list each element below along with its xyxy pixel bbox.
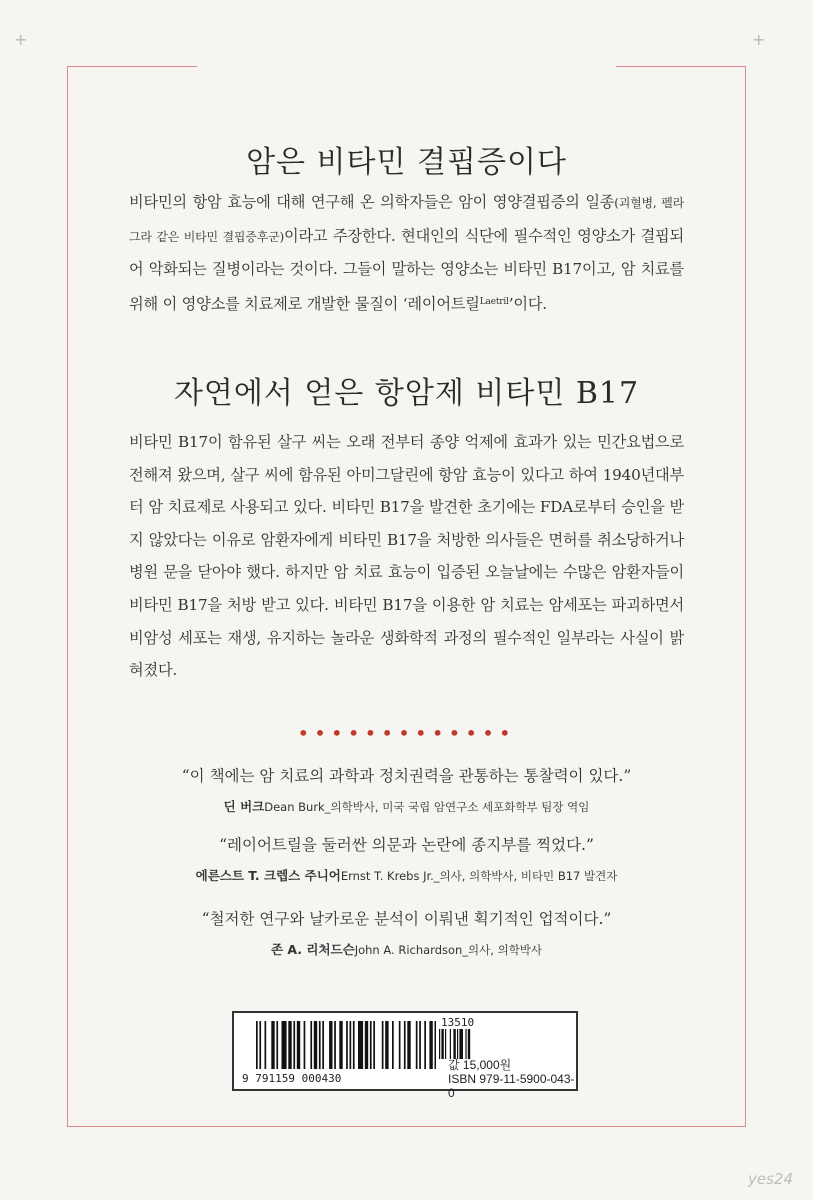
barcode-bar	[459, 1029, 463, 1059]
endorser-name-3: 존 A. 리처드슨	[270, 942, 355, 957]
barcode-bar	[445, 1029, 446, 1059]
endorsement-attribution-1	[0, 797, 813, 815]
corner-mark-top-left: +	[14, 30, 28, 49]
section-title-vitamin-deficiency: 암은 비타민 결핍증이다	[246, 145, 567, 180]
barcode-bar	[346, 1021, 348, 1069]
barcode-bar	[358, 1021, 363, 1069]
endorsement-quote-1: “이 책에는 암 치료의 과학과 정치권력을 관통하는 통찰력이 있다.”	[181, 767, 632, 785]
barcode-bar	[293, 1021, 295, 1069]
barcode-bar	[407, 1021, 410, 1069]
barcode-addon-digits: 13510	[441, 1016, 475, 1029]
barcode-bar	[419, 1021, 421, 1069]
barcode-bar	[429, 1021, 432, 1069]
barcode-bar	[416, 1021, 418, 1069]
barcode-bar	[271, 1021, 274, 1069]
barcode-bar	[385, 1021, 388, 1069]
barcode-bar	[439, 1029, 440, 1059]
addon-barcode-image	[439, 1029, 479, 1059]
barcode-bar	[259, 1021, 261, 1069]
isbn-number: ISBN 979-11-5900-043-0	[448, 1072, 575, 1100]
barcode-bar	[399, 1021, 401, 1069]
section-paragraph-deficiency	[129, 186, 684, 320]
para1-small-note: (괴혈병, 펠라그라 같은 비타민 결핍증후군)	[129, 196, 684, 244]
barcode-bar	[465, 1029, 466, 1059]
frame-top-left-line	[67, 66, 197, 67]
endorser-detail-2: Ernst T. Krebs Jr._의사, 의학박사, 비타민 B17 발견자	[340, 869, 618, 883]
barcode-digits: 9 791159 000430	[242, 1072, 342, 1085]
barcode-bar	[256, 1021, 258, 1069]
barcode-bar	[319, 1021, 321, 1069]
isbn-barcode-box	[232, 1011, 578, 1100]
price-label: 값 15,000원	[448, 1058, 512, 1072]
barcode-bar	[265, 1021, 267, 1069]
endorser-name-2: 에른스트 T. 크렙스 주니어	[195, 868, 341, 883]
dotted-divider: •••••••••••••	[297, 721, 516, 745]
barcode-bar	[304, 1021, 306, 1069]
barcode-bar	[450, 1029, 451, 1059]
section-title-natural-anticancer: 자연에서 얻은 항암제 비타민 B17	[173, 376, 640, 411]
frame-bottom-line	[67, 1126, 746, 1127]
barcode-bar	[282, 1021, 287, 1069]
barcode-bar	[329, 1021, 332, 1069]
endorser-name-1: 딘 버크	[223, 799, 265, 814]
para1-text-c: ’이다.	[508, 294, 547, 313]
barcode-bar	[310, 1021, 312, 1069]
endorsement-quote-2: “레이어트릴을 둘러싼 의문과 논란에 종지부를 찍었다.”	[219, 836, 594, 854]
barcode-bar	[339, 1021, 342, 1069]
corner-mark-top-right: +	[752, 30, 766, 49]
endorsement-attribution-2	[0, 866, 813, 884]
para1-text-b: 이라고 주장한다. 현대인의 식단에 필수적인 영양소가 결핍되어 악화되는 질병이라는 것이다. 그들이 말하는 영양소는 비타민 B17이고, 암 치료를 위해 이 영양소를 치료제로 개발한 물질이 ‘레이어트릴	[129, 226, 684, 313]
barcode-bar	[276, 1021, 278, 1069]
barcode-bar	[334, 1021, 336, 1069]
endorser-detail-1: Dean Burk_의학박사, 미국 국립 암연구소 세포화학부 팀장 역임	[264, 800, 590, 814]
barcode-bar	[288, 1021, 291, 1069]
frame-left-line	[67, 66, 68, 1126]
barcode-bar	[468, 1029, 470, 1059]
endorsement-quote-3: “철저한 연구와 날카로운 분석이 이뤄낸 획기적인 업적이다.”	[201, 910, 612, 928]
barcode-bar	[350, 1021, 352, 1069]
barcode-bar	[297, 1021, 300, 1069]
barcode-bar	[370, 1021, 372, 1069]
barcode-bar	[404, 1021, 406, 1069]
barcode-bar	[453, 1029, 455, 1059]
barcode-bar	[353, 1021, 355, 1069]
barcode-bar	[424, 1021, 426, 1069]
barcode-bar	[365, 1021, 368, 1069]
barcode-bar	[435, 1021, 437, 1069]
para1-laetril-superscript: Laetril	[479, 296, 509, 307]
isbn-barcode-image	[256, 1021, 436, 1069]
barcode-bar	[322, 1021, 324, 1069]
barcode-bar	[373, 1021, 375, 1069]
barcode-bar	[457, 1029, 458, 1059]
frame-top-right-line	[616, 66, 746, 67]
barcode-bar	[441, 1029, 443, 1059]
section-paragraph-b17: 비타민 B17이 함유된 살구 씨는 오래 전부터 종양 억제에 효과가 있는 민간요법으로 전해져 왔으며, 살구 씨에 함유된 아미그달린에 항암 효능이 있다고 하여 1940년대부터 암 치료제로 사용되고 있다. 비타민 B17을 발견한 초기에는 FDA로부터 승인을 받지 않았다는 이유로 암환자에게 비타민 B17을 처방한 의사들은 면허를 취소당하거나 병원 문을 닫아야 했다. 하지만 암 치료 효능이 입증된 오늘날에는 수많은 암환자들이 비타민 B17을 처방 받고 있다. 비타민 B17을 이용한 암 치료는 암세포는 파괴하면서 비암성 세포는 재생, 유지하는 놀라운 생화학적 과정의 필수적인 일부라는 사실이 밝혀졌다.	[129, 433, 684, 680]
barcode-bar	[314, 1021, 317, 1069]
endorsement-attribution-3	[0, 940, 813, 958]
watermark-logo: yes24	[747, 1170, 793, 1188]
para1-text-a: 비타민의 항암 효능에 대해 연구해 온 의학자들은 암이 영양결핍증의 일종	[129, 193, 615, 211]
frame-right-line	[745, 66, 746, 1126]
endorser-detail-3: John A. Richardson_의사, 의학박사	[354, 943, 543, 957]
barcode-bar	[392, 1021, 394, 1069]
barcode-bar	[382, 1021, 384, 1069]
